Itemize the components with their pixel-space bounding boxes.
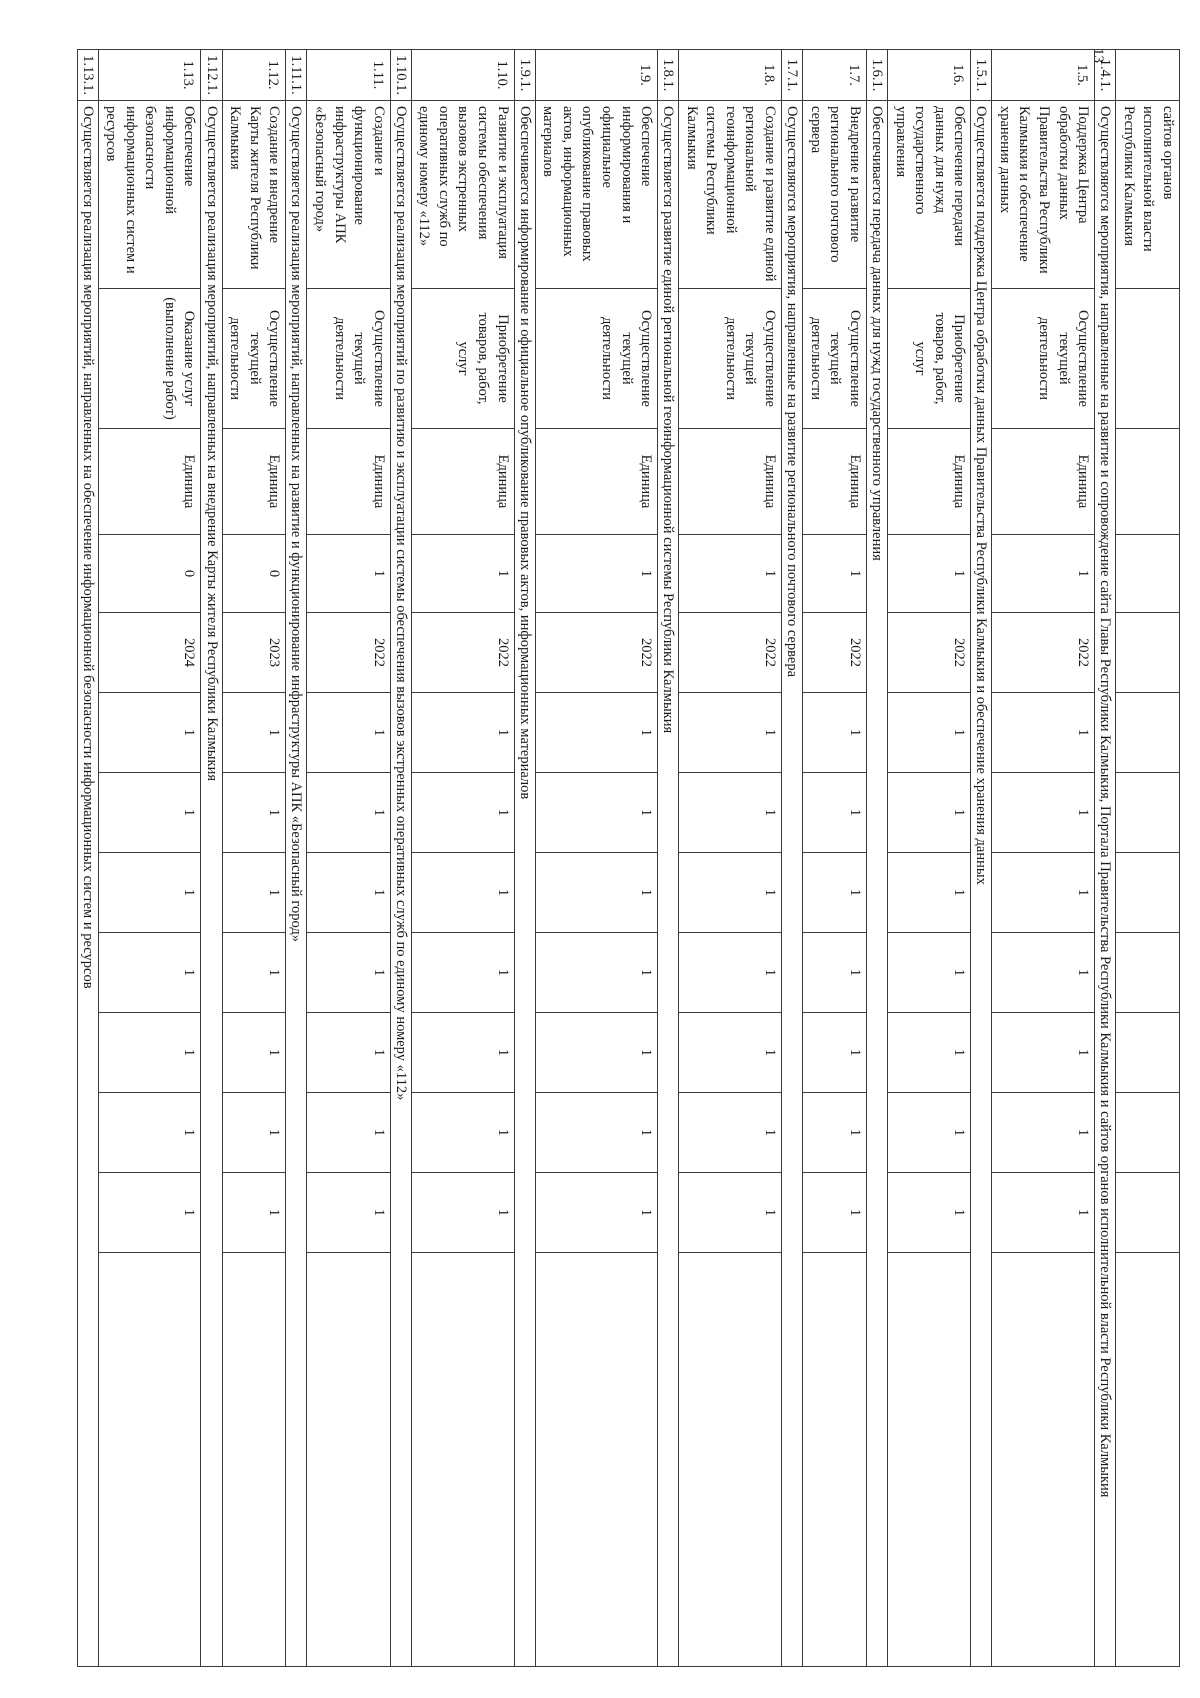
unit: Единица [679,429,782,535]
year-value: 1 [803,1093,867,1173]
section-text: Осуществляется развитие единой региональной геоинформационной системы Республики Калмыкия [658,101,679,1667]
year-value: 1 [803,853,867,933]
row-number: 1.7. [803,50,867,101]
year-value: 1 [803,773,867,853]
row-number: 1.5.1. [971,50,992,101]
unit: Единица [992,429,1095,535]
year-value: 1 [535,693,657,773]
indicator-name: Обеспечение передачи данных для нужд государственного управления [888,101,971,289]
base-value: 1 [411,535,514,613]
year-value: 1 [307,933,390,1013]
year-value: 1 [992,693,1095,773]
row-number: 1.4.1. [1095,50,1116,101]
year: 2022 [535,613,657,693]
row-number: 1.5. [992,50,1095,101]
section-row [286,50,307,1667]
table-row [992,50,1095,1667]
activity-type: Осуществление текущей деятельности [992,289,1095,429]
section-text: Осуществляются мероприятия, направленные на развитие и сопровождение сайта Главы Республики Калмыкия, Портала Правительства Республики Калмыкия и сайтов органов исполнительной власти Республики Калмыкия [1095,101,1116,1667]
table-row [679,50,782,1667]
section-row [866,50,887,1667]
row-number: 1.6. [888,50,971,101]
year-value: 1 [307,853,390,933]
section-text: Осуществляется реализация мероприятий, направленных на развитие и функционирование инфраструктуры АПК «Безопасный город» [286,101,307,1667]
row-number: 1.11. [307,50,390,101]
section-row [390,50,411,1667]
year-value: 1 [992,1093,1095,1173]
year: 2022 [411,613,514,693]
activity-type: Осуществление текущей деятельности [222,289,286,429]
trailing-cell [222,1253,286,1667]
cell-num [1116,50,1180,101]
row-number: 1.9. [535,50,657,101]
activity-type: Осуществление текущей деятельности [679,289,782,429]
indicator-name: Обеспечение информирования и официальное опубликование правовых актов, информационных материалов [535,101,657,289]
year-value: 1 [307,1013,390,1093]
year-value: 1 [803,933,867,1013]
year-value: 1 [411,1013,514,1093]
base-value: 1 [803,535,867,613]
activity-type: Приобретение товаров, работ, услуг [411,289,514,429]
unit: Единица [888,429,971,535]
year-value: 1 [98,1173,201,1253]
section-text: Осуществляется реализация мероприятий по развитию и эксплуатации системы обеспечения вызовов экстренных оперативных служб по единому номеру «112» [390,101,411,1667]
section-row [782,50,803,1667]
year-value: 1 [411,1173,514,1253]
row-number: 1.6.1. [866,50,887,101]
year-value: 1 [992,853,1095,933]
rotated-page-content [79,49,1180,1667]
year-value: 1 [888,693,971,773]
section-row [201,50,222,1667]
page-number: 13 [1090,48,1106,63]
year: 2023 [222,613,286,693]
unit: Единица [98,429,201,535]
year-value: 1 [411,1093,514,1173]
year-value: 1 [411,773,514,853]
year-value: 1 [535,773,657,853]
trailing-cell [679,1253,782,1667]
indicator-name: Внедрение и развитие регионального почтового сервера [803,101,867,289]
base-value: 1 [679,535,782,613]
row-number: 1.12. [222,50,286,101]
base-value: 0 [222,535,286,613]
year-value: 1 [992,1013,1095,1093]
trailing-cell [535,1253,657,1667]
year-value: 1 [98,1093,201,1173]
year-value: 1 [222,853,286,933]
year-value: 1 [411,853,514,933]
year-value: 1 [222,1173,286,1253]
year-value: 1 [803,693,867,773]
year-value: 1 [679,1173,782,1253]
indicator-name: Развитие и эксплуатация системы обеспечения вызовов экстренных оперативных служб по единому номеру «112» [411,101,514,289]
trailing-cell [307,1253,390,1667]
year-value: 1 [888,853,971,933]
cell-continuation: сайтов органов исполнительной власти Республики Калмыкия [1116,101,1180,289]
year-value: 1 [992,1173,1095,1253]
year: 2022 [307,613,390,693]
year-value: 1 [803,1173,867,1253]
indicator-name: Поддержка Центра обработки данных Правительства Республики Калмыкия и обеспечение хранения данных [992,101,1095,289]
year-value: 1 [679,1013,782,1093]
activity-type: Осуществление текущей деятельности [535,289,657,429]
year: 2022 [888,613,971,693]
year-value: 1 [679,853,782,933]
year-value: 1 [679,1093,782,1173]
section-row [1095,50,1116,1667]
year-value: 1 [222,1013,286,1093]
base-value: 1 [535,535,657,613]
section-text: Обеспечивается информирование и официальное опубликование правовых актов, информационных материалов [514,101,535,1667]
year-value: 1 [307,773,390,853]
unit: Единица [803,429,867,535]
row-number: 1.8.1. [658,50,679,101]
year-value: 1 [679,773,782,853]
unit: Единица [307,429,390,535]
year-value: 1 [222,693,286,773]
unit: Единица [535,429,657,535]
year-value: 1 [535,1093,657,1173]
year: 2024 [98,613,201,693]
indicator-name: Создание и развитие единой региональной геоинформационной системы Республики Калмыкия [679,101,782,289]
year-value: 1 [307,1093,390,1173]
year-value: 1 [535,933,657,1013]
year-value: 1 [679,693,782,773]
continuation-row [1116,50,1180,1667]
year-value: 1 [222,1093,286,1173]
section-row [77,50,98,1667]
year: 2022 [803,613,867,693]
year-value: 1 [679,933,782,1013]
unit: Единица [222,429,286,535]
base-value: 0 [98,535,201,613]
indicator-name: Обеспечение информационной безопасности информационных систем и ресурсов [98,101,201,289]
year-value: 1 [307,1173,390,1253]
year-value: 1 [535,1013,657,1093]
year-value: 1 [535,1173,657,1253]
indicators-table [77,49,1180,1667]
row-number: 1.13. [98,50,201,101]
section-text: Осуществляется реализация мероприятий, направленных на обеспечение информационной безопасности информационных систем и ресурсов [77,101,98,1667]
year-value: 1 [98,773,201,853]
base-value: 1 [888,535,971,613]
base-value: 1 [992,535,1095,613]
year-value: 1 [888,933,971,1013]
year-value: 1 [888,773,971,853]
activity-type: Осуществление текущей деятельности [803,289,867,429]
year-value: 1 [98,933,201,1013]
trailing-cell [411,1253,514,1667]
activity-type: Осуществление текущей деятельности [307,289,390,429]
year-value: 1 [888,1093,971,1173]
year-value: 1 [307,693,390,773]
section-text: Осуществляются мероприятия, направленные на развитие регионального почтового сервера [782,101,803,1667]
year-value: 1 [222,933,286,1013]
year: 2022 [679,613,782,693]
indicator-name: Создание и функционирование инфраструктуры АПК «Безопасный город» [307,101,390,289]
base-value: 1 [307,535,390,613]
section-row [514,50,535,1667]
row-number: 1.8. [679,50,782,101]
activity-type: Оказание услуг (выполнение работ) [98,289,201,429]
year-value: 1 [803,1013,867,1093]
trailing-cell [98,1253,201,1667]
year-value: 1 [992,933,1095,1013]
year-value: 1 [222,773,286,853]
trailing-cell [888,1253,971,1667]
row-number: 1.10.1. [390,50,411,101]
year-value: 1 [888,1173,971,1253]
section-row [971,50,992,1667]
year-value: 1 [411,693,514,773]
trailing-cell [803,1253,867,1667]
table-row [307,50,390,1667]
table-row [535,50,657,1667]
row-number: 1.12.1. [201,50,222,101]
table-row [222,50,286,1667]
unit: Единица [411,429,514,535]
year-value: 1 [98,853,201,933]
year-value: 1 [98,1013,201,1093]
year-value: 1 [535,853,657,933]
table-body [77,50,1179,1667]
section-text: Обеспечивается передача данных для нужд государственного управления [866,101,887,1667]
row-number: 1.9.1. [514,50,535,101]
year-value: 1 [888,1013,971,1093]
indicator-name: Создание и внедрение Карты жителя Республики Калмыкия [222,101,286,289]
table-row [98,50,201,1667]
table-row [888,50,971,1667]
trailing-cell [992,1253,1095,1667]
activity-type: Приобретение товаров, работ, услуг [888,289,971,429]
row-number: 1.13.1. [77,50,98,101]
year-value: 1 [411,933,514,1013]
section-row [658,50,679,1667]
year-value: 1 [98,693,201,773]
table-row [803,50,867,1667]
row-number: 1.7.1. [782,50,803,101]
section-text: Осуществляется поддержка Центра обработки данных Правительства Республики Калмыкия и обеспечение хранения данных [971,101,992,1667]
row-number: 1.11.1. [286,50,307,101]
row-number: 1.10. [411,50,514,101]
year: 2022 [992,613,1095,693]
section-text: Осуществляется реализация мероприятий, направленных на внедрение Карты жителя Республики Калмыкия [201,101,222,1667]
year-value: 1 [992,773,1095,853]
table-row [411,50,514,1667]
